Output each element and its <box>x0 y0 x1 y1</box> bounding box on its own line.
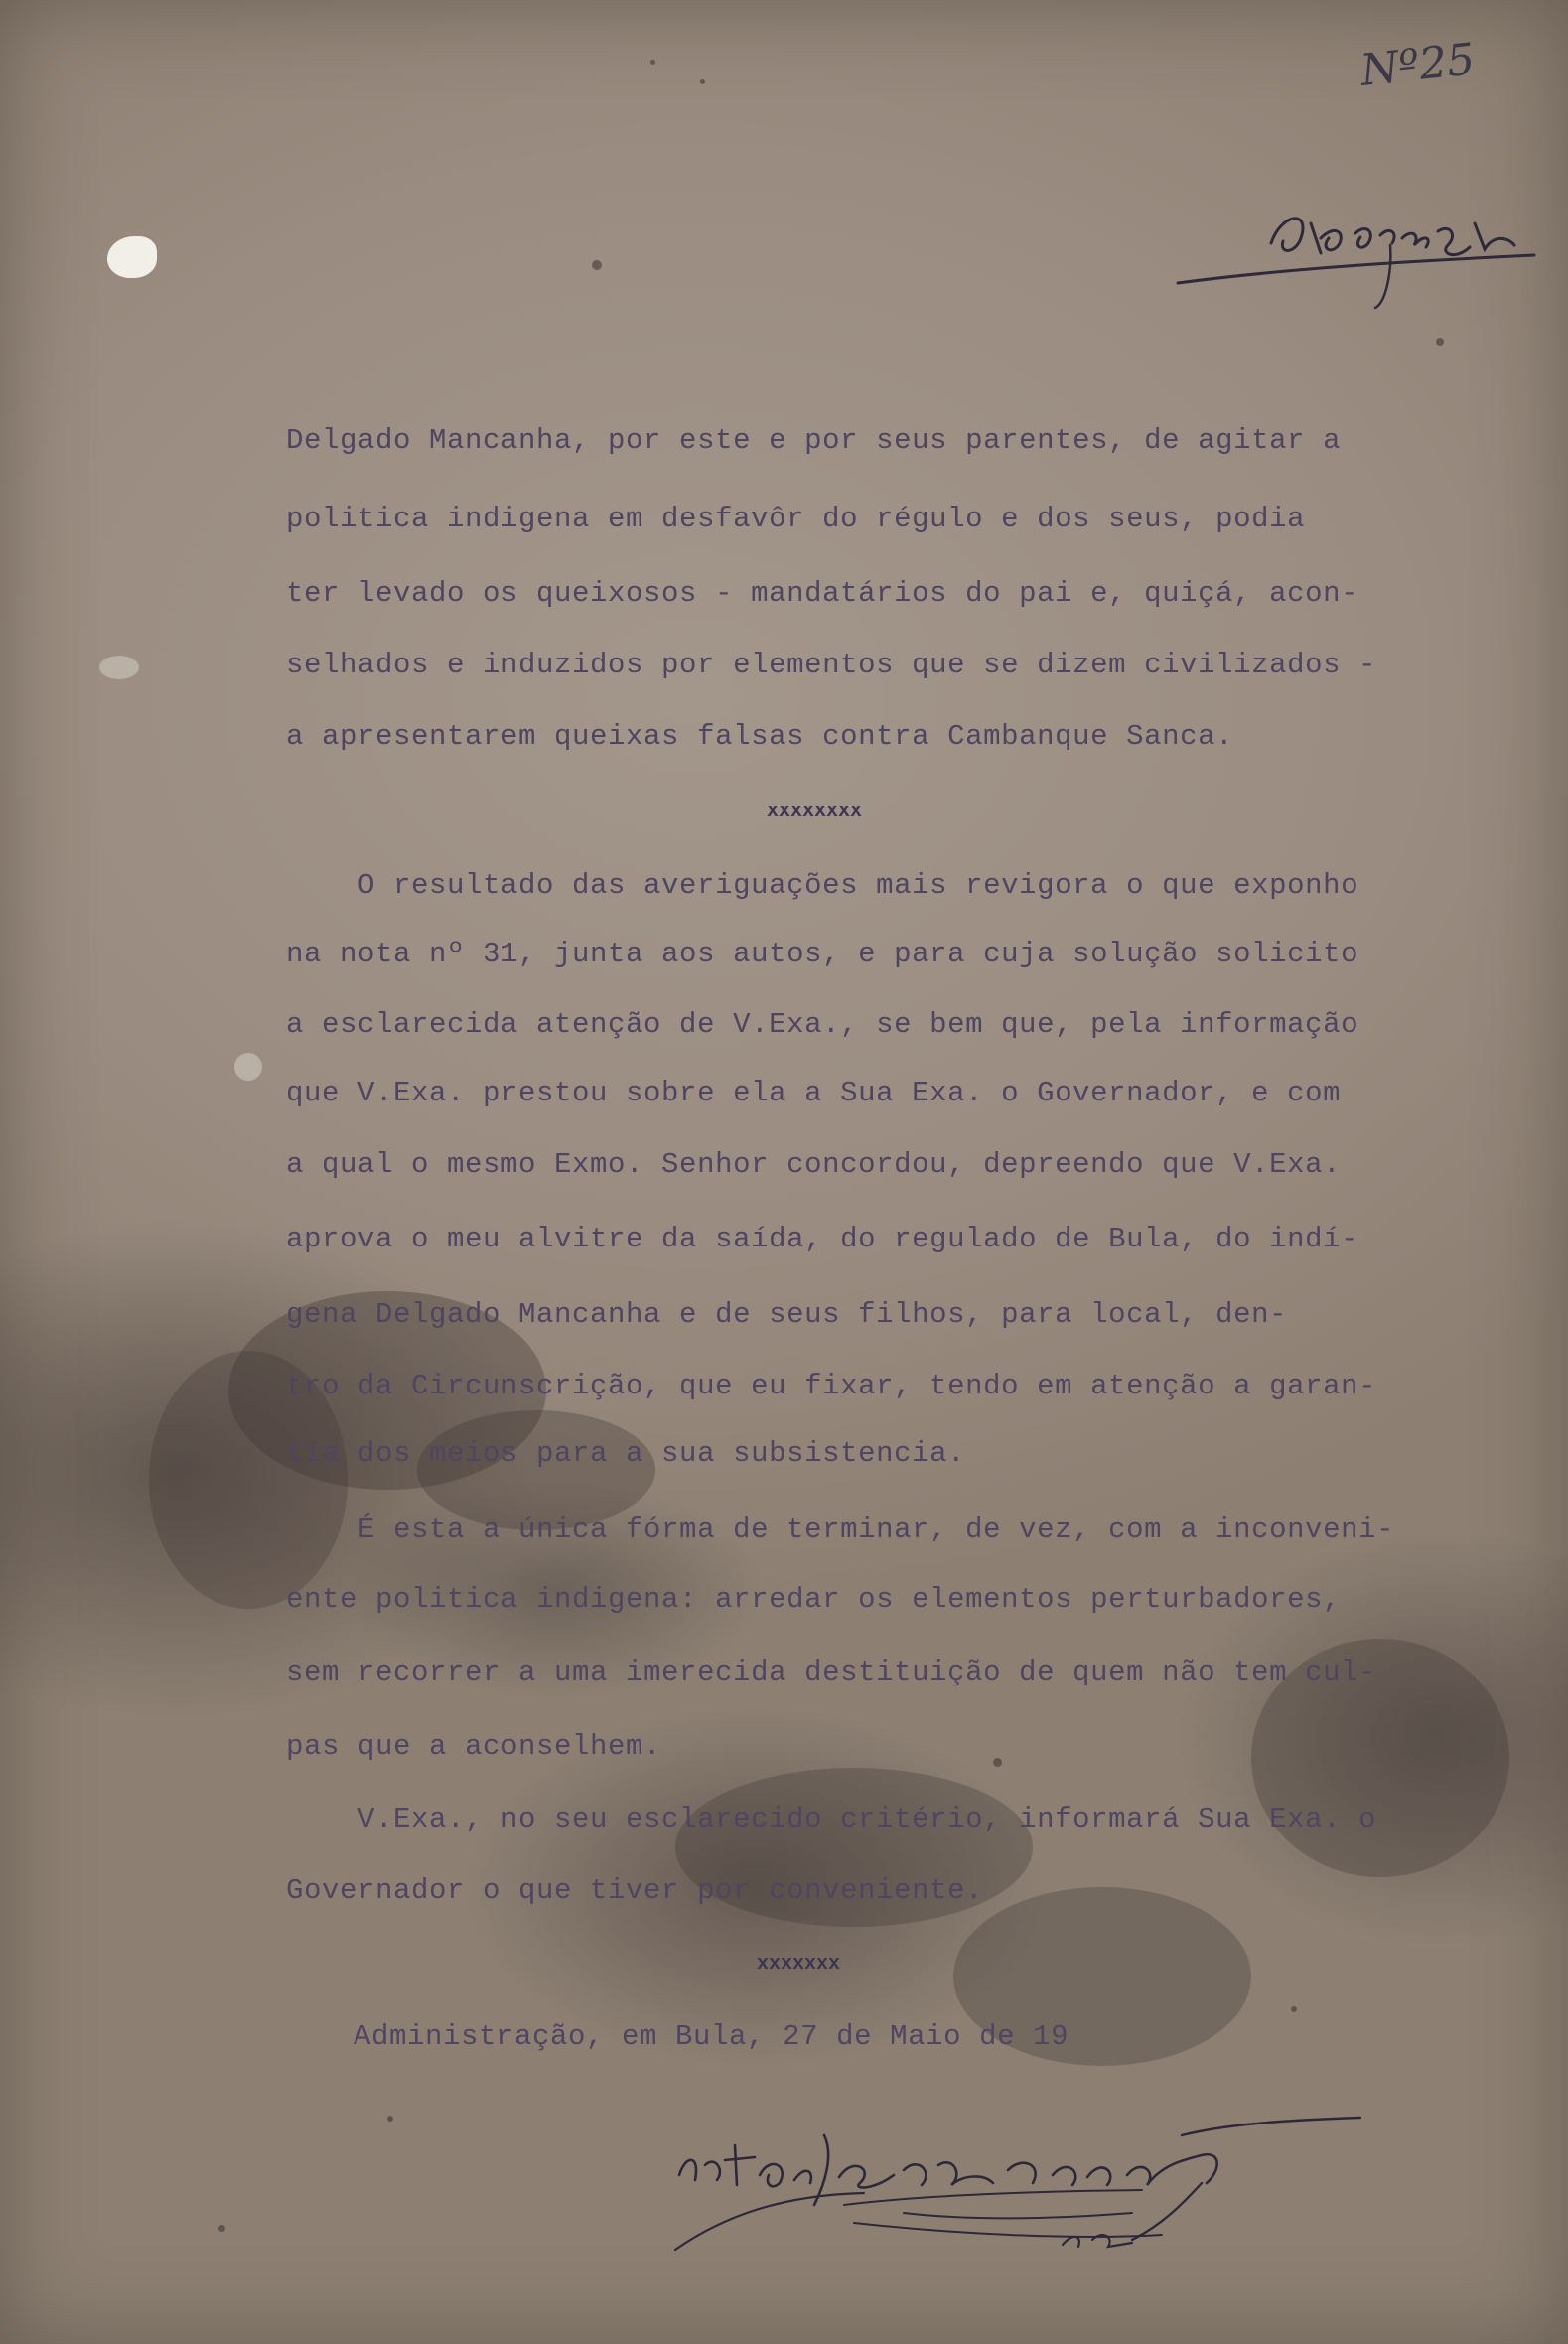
paragraph-line: a qual o mesmo Exmo. Senhor concordou, depreendo que V.Exa. <box>286 1148 1342 1181</box>
paragraph-line: Governador o que tiver por conveniente. <box>286 1874 984 1907</box>
paragraph-line: a apresentarem queixas falsas contra Cambanque Sanca. <box>286 720 1234 753</box>
paragraph-line: aprova o meu alvitre da saída, do regulado de Bula, do indí- <box>286 1223 1359 1255</box>
speck <box>218 2225 225 2232</box>
paragraph-line: que V.Exa. prestou sobre ela a Sua Exa. o Governador, e com <box>286 1077 1342 1109</box>
paragraph-line: politica indigena em desfavôr do régulo e dos seus, podia <box>286 503 1306 535</box>
bottom-signature <box>665 2096 1380 2265</box>
paragraph-line: selhados e induzidos por elementos que se dizem civilizados - <box>286 649 1377 681</box>
paragraph-line: tro da Circunscrição, que eu fixar, tendo em atenção a garan- <box>286 1370 1377 1402</box>
punch-hole <box>107 236 157 278</box>
paragraph-line: É esta a única fórma de terminar, de vez, com a inconveni- <box>286 1513 1395 1545</box>
paragraph-line: a esclarecida atenção de V.Exa., se bem que, pela informação <box>286 1008 1359 1041</box>
speck <box>1291 2006 1297 2012</box>
speck <box>1436 338 1444 346</box>
paragraph-line: V.Exa., no seu esclarecido critério, informará Sua Exa. o <box>286 1803 1377 1835</box>
paragraph-line: gena Delgado Mancanha e de seus filhos, para local, den- <box>286 1298 1288 1331</box>
paragraph-line: na nota nº 31, junta aos autos, e para cuja solução solicito <box>286 938 1359 970</box>
top-signature <box>1172 184 1549 313</box>
paragraph-line: pas que a aconselhem. <box>286 1730 662 1763</box>
paragraph-line: ente politica indigena: arredar os elementos perturbadores, <box>286 1583 1342 1616</box>
speck <box>387 2116 393 2122</box>
closing-line: Administração, em Bula, 27 de Maio de 19 <box>354 2020 1069 2053</box>
punch-hole <box>234 1053 262 1081</box>
punch-hole <box>99 656 139 679</box>
paragraph-line: sem recorrer a uma imerecida destituição de quem não tem cul- <box>286 1656 1377 1688</box>
paragraph-line: Delgado Mancanha, por este e por seus parentes, de agitar a <box>286 424 1342 457</box>
speck <box>650 60 655 65</box>
document-number: Nº25 <box>1357 34 1478 96</box>
separator: xxxxxxxx <box>767 801 863 823</box>
speck <box>993 1758 1002 1767</box>
paragraph-line: O resultado das averiguações mais revigora o que exponho <box>286 869 1359 902</box>
paragraph-line: ter levado os queixosos - mandatários do pai e, quiçá, acon- <box>286 577 1359 610</box>
paragraph-line: tia dos meios para a sua subsistencia. <box>286 1437 966 1470</box>
separator: xxxxxxx <box>757 1953 841 1976</box>
speck <box>592 260 602 270</box>
speck <box>700 79 705 84</box>
